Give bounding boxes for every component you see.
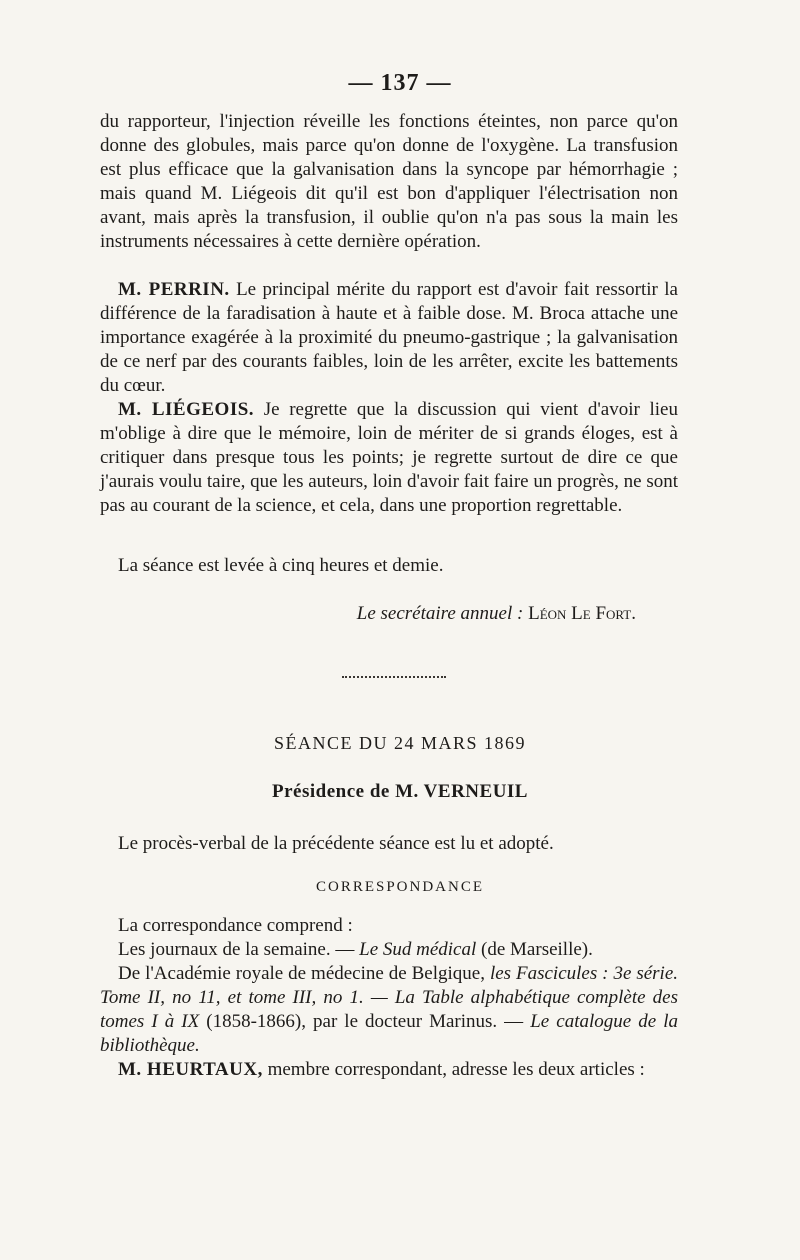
paragraph-text: Le principal mérite du rapport est d'avoir fait ressortir la différence de la faradisation à haute et à faible dose. M. Broca attache une importance exagérée à la proximité du pneumo-gastrique ; la galvanisation de ce nerf par des courants faibles, loin de les arrêter, excite les battements du cœur. bbox=[100, 279, 678, 396]
speaker-name: M. PERRIN. bbox=[118, 279, 230, 300]
correspondance-list bbox=[100, 914, 678, 1082]
paragraph-text: du rapporteur, l'injection réveille les fonctions éteintes, non parce qu'on donne des globules, mais parce qu'on donne de l'oxygène. La transfusion est plus efficace que la galvanisation dans la syncope par hémorrhagie ; mais quand M. Liégeois dit qu'il est bon d'appliquer l'électrisation non avant, mais après la transfusion, il oublie qu'on n'a pas sous la main les instruments nécessaires à cette dernière opération. bbox=[100, 111, 678, 252]
paragraph-text: Je regrette que la discussion qui vient d'avoir lieu m'oblige à dire que le mémoire, loin de mériter de si grands éloges, est à critiquer dans presque tous les points; je regrette surtout de dire ce que j'aurais voulu taire, que les auteurs, loin d'avoir fait faire un progrès, ne sont pas au courant de la science, et cela, dans une proportion regrettable. bbox=[100, 399, 678, 516]
correspondance-item: De l'Académie royale de médecine de Belgique, les Fascicules : 3e série. Tome II, no 11, et tome III, no 1. — La Table alphabétique complète des tomes I à IX (1858-1866), par le docteur Marinus. — Le catalogue de la bibliothèque. bbox=[100, 963, 678, 1056]
paragraph-perrin bbox=[100, 278, 678, 398]
signature bbox=[357, 602, 636, 626]
signature-name: Léon Le Fort. bbox=[528, 603, 636, 624]
signature-role: Le secrétaire annuel : bbox=[356, 603, 524, 624]
correspondance-item: M. HEURTAUX, membre correspondant, adresse les deux articles : bbox=[118, 1059, 645, 1080]
correspondance-heading: CORRESPONDANCE bbox=[315, 879, 485, 895]
paragraph-proces-verbal bbox=[100, 832, 678, 856]
speaker-name: M. HEURTAUX, bbox=[118, 1059, 263, 1080]
seance-title: SÉANCE DU 24 MARS 1869 bbox=[273, 733, 527, 753]
paragraph-seance-levee bbox=[100, 554, 678, 578]
paragraph-text: La séance est levée à cinq heures et demie. bbox=[118, 555, 444, 576]
correspondance-item: Les journaux de la semaine. — Le Sud médical (de Marseille). bbox=[118, 939, 593, 960]
paragraph-rapporteur bbox=[100, 110, 678, 254]
speaker-name: M. LIÉGEOIS. bbox=[118, 399, 255, 420]
paragraph-liegeois bbox=[100, 398, 678, 518]
presidence-heading: Présidence de M. VERNEUIL bbox=[272, 781, 528, 802]
page-number: — 137 — bbox=[348, 70, 452, 96]
correspondance-intro: La correspondance comprend : bbox=[118, 915, 353, 936]
paragraph-text: Le procès-verbal de la précédente séance est lu et adopté. bbox=[118, 833, 554, 854]
section-divider bbox=[342, 676, 446, 678]
